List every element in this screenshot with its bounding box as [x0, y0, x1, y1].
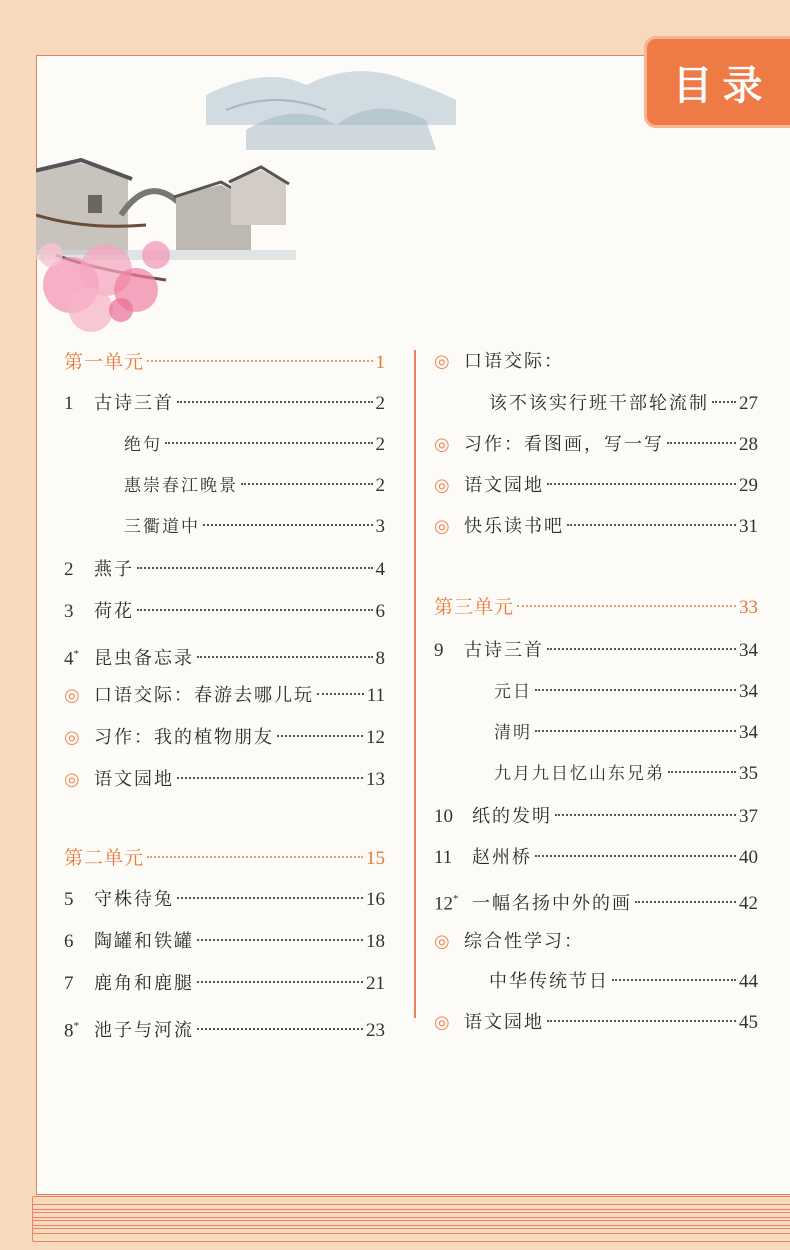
entry-title: 中华传统节日: [489, 971, 609, 992]
dot-leader: [197, 939, 363, 941]
entry-title: 赵州桥: [472, 847, 532, 868]
lesson-number: 12*: [434, 893, 459, 915]
toc-entry: [64, 885, 385, 915]
toc-entry: [64, 765, 385, 795]
dot-leader: [177, 897, 363, 899]
toc-title-tab: 目录: [644, 36, 790, 128]
double-circle-icon: ◎: [434, 434, 450, 455]
lesson-number: 7: [64, 973, 74, 994]
page-number: 1: [375, 352, 385, 373]
dot-leader: [197, 656, 373, 658]
toc-entry: [64, 1011, 385, 1041]
toc-entry: [494, 677, 758, 707]
toc-entry: [434, 884, 758, 914]
lesson-number: 1: [64, 393, 74, 414]
entry-title: 语文园地: [464, 1012, 544, 1033]
dot-leader: [277, 735, 363, 737]
page-number: 6: [375, 601, 385, 622]
page-number: 2: [375, 434, 385, 455]
village-houses-icon: [36, 160, 296, 260]
page-number: 12: [366, 727, 385, 748]
dot-leader: [567, 524, 736, 526]
entry-title: 陶罐和铁罐: [94, 931, 194, 952]
entry-title: 昆虫备忘录: [94, 648, 194, 670]
dot-leader: [165, 442, 373, 444]
page-number: 11: [366, 685, 385, 706]
double-circle-icon: ◎: [434, 516, 450, 537]
page-number: 35: [739, 763, 758, 784]
optional-lesson-star: *: [453, 893, 459, 905]
entry-title: 口语交际：春游去哪儿玩: [94, 685, 314, 706]
lesson-number: 3: [64, 601, 74, 622]
page-number: 29: [739, 475, 758, 496]
double-circle-icon: ◎: [434, 1012, 450, 1033]
dot-leader: [241, 483, 373, 485]
toc-entry: [64, 639, 385, 669]
entry-title: 清明: [494, 723, 532, 743]
dot-leader: [555, 814, 736, 816]
entry-title: 惠崇春江晚景: [124, 476, 238, 496]
page-number: 31: [739, 516, 758, 537]
dot-leader: [197, 1028, 363, 1030]
toc-entry: [64, 969, 385, 999]
toc-entry: [494, 718, 758, 748]
dot-leader: [612, 979, 736, 981]
double-circle-icon: ◎: [434, 931, 450, 952]
toc-entry: [124, 512, 385, 542]
page-number: 16: [366, 889, 385, 910]
page-number: 34: [739, 640, 758, 661]
dot-leader: [667, 442, 736, 444]
unit-heading: [64, 843, 385, 873]
entry-title: 综合性学习：: [464, 931, 584, 952]
dot-leader: [635, 901, 736, 903]
page-number: 33: [739, 597, 758, 618]
toc-entry: [64, 927, 385, 957]
toc-entry: [64, 389, 385, 419]
entry-title: 第三单元: [434, 596, 515, 618]
toc-entry: [434, 843, 758, 873]
toc-entry: [434, 471, 758, 501]
entry-title: 第二单元: [64, 847, 145, 869]
dot-leader: [535, 689, 736, 691]
entry-title: 语文园地: [464, 475, 544, 496]
dot-leader: [137, 609, 373, 611]
entry-title: 鹿角和鹿腿: [94, 973, 194, 994]
dot-leader: [197, 981, 363, 983]
toc-entry: [64, 681, 385, 711]
dot-leader: [547, 483, 736, 485]
toc-entry: [434, 430, 758, 460]
page-number: 34: [739, 681, 758, 702]
entry-title: 池子与河流: [94, 1020, 194, 1042]
entry-title: 一幅名扬中外的画: [472, 893, 632, 915]
toc-entry: [494, 759, 758, 789]
dot-leader: [317, 693, 364, 695]
toc-entry: [489, 967, 758, 997]
toc-entry: [434, 636, 758, 666]
double-circle-icon: ◎: [434, 475, 450, 496]
dot-leader: [137, 567, 373, 569]
page-number: 8: [375, 648, 385, 670]
toc-entry: [434, 347, 758, 377]
lesson-number: 11: [434, 847, 453, 868]
entry-title: 守株待兔: [94, 889, 174, 910]
entry-title: 纸的发明: [472, 806, 552, 827]
page-number: 13: [366, 769, 385, 790]
toc-entry: [434, 927, 758, 957]
page-number: 40: [739, 847, 758, 868]
mountains-icon: [206, 71, 456, 150]
unit-heading: [64, 347, 385, 377]
page-number: 23: [366, 1020, 385, 1042]
entry-title: 快乐读书吧: [464, 516, 564, 537]
toc-entry: [434, 512, 758, 542]
entry-title: 荷花: [94, 601, 134, 622]
page-number: 4: [375, 559, 385, 580]
entry-title: 口语交际：: [464, 351, 564, 372]
dot-leader: [147, 856, 363, 858]
page-number: 27: [739, 393, 758, 414]
page-number: 37: [739, 806, 758, 827]
entry-title: 语文园地: [94, 769, 174, 790]
toc-entry: [489, 389, 758, 419]
dot-leader: [147, 360, 372, 362]
toc-entry: [124, 430, 385, 460]
toc-entry: [64, 555, 385, 585]
dot-leader: [177, 777, 363, 779]
entry-title: 古诗三首: [464, 640, 544, 661]
dot-leader: [535, 855, 736, 857]
double-circle-icon: ◎: [64, 727, 80, 748]
lesson-number: 5: [64, 889, 74, 910]
lesson-number: 2: [64, 559, 74, 580]
optional-lesson-star: *: [73, 648, 79, 660]
double-circle-icon: ◎: [64, 685, 80, 706]
page-number: 2: [375, 393, 385, 414]
page-number: 44: [739, 971, 758, 992]
dot-leader: [547, 1020, 736, 1022]
page-number: 45: [739, 1012, 758, 1033]
entry-title: 该不该实行班干部轮流制: [489, 393, 709, 414]
entry-title: 习作：看图画，写一写: [464, 434, 664, 455]
column-divider: [414, 350, 416, 1018]
double-circle-icon: ◎: [64, 769, 80, 790]
lesson-number: 4*: [64, 648, 79, 670]
lesson-number: 9: [434, 640, 444, 661]
page-edge: [32, 1228, 790, 1242]
toc-entry: [434, 802, 758, 832]
lesson-number: 6: [64, 931, 74, 952]
dot-leader: [517, 605, 736, 607]
lesson-number: 10: [434, 806, 453, 827]
dot-leader: [668, 771, 736, 773]
page-number: 21: [366, 973, 385, 994]
entry-title: 习作：我的植物朋友: [94, 727, 274, 748]
ink-landscape-illustration: [36, 55, 456, 355]
dot-leader: [203, 524, 373, 526]
page-number: 15: [366, 848, 385, 869]
page-number: 18: [366, 931, 385, 952]
entry-title: 三衢道中: [124, 517, 200, 537]
page-number: 3: [375, 516, 385, 537]
optional-lesson-star: *: [73, 1020, 79, 1032]
dot-leader: [547, 648, 736, 650]
lesson-number: 8*: [64, 1020, 79, 1042]
page-number: 2: [375, 475, 385, 496]
dot-leader: [712, 401, 736, 403]
page-number: 28: [739, 434, 758, 455]
entry-title: 元日: [494, 682, 532, 702]
entry-title: 第一单元: [64, 351, 145, 373]
page-number: 42: [739, 893, 758, 915]
entry-title: 古诗三首: [94, 393, 174, 414]
toc-entry: [124, 471, 385, 501]
entry-title: 燕子: [94, 559, 134, 580]
double-circle-icon: ◎: [434, 351, 450, 372]
dot-leader: [535, 730, 736, 732]
entry-title: 绝句: [124, 435, 162, 455]
toc-entry: [434, 1008, 758, 1038]
toc-entry: [64, 723, 385, 753]
unit-heading: [434, 592, 758, 622]
entry-title: 九月九日忆山东兄弟: [494, 764, 665, 784]
dot-leader: [177, 401, 373, 403]
toc-entry: [64, 597, 385, 627]
page-number: 34: [739, 722, 758, 743]
